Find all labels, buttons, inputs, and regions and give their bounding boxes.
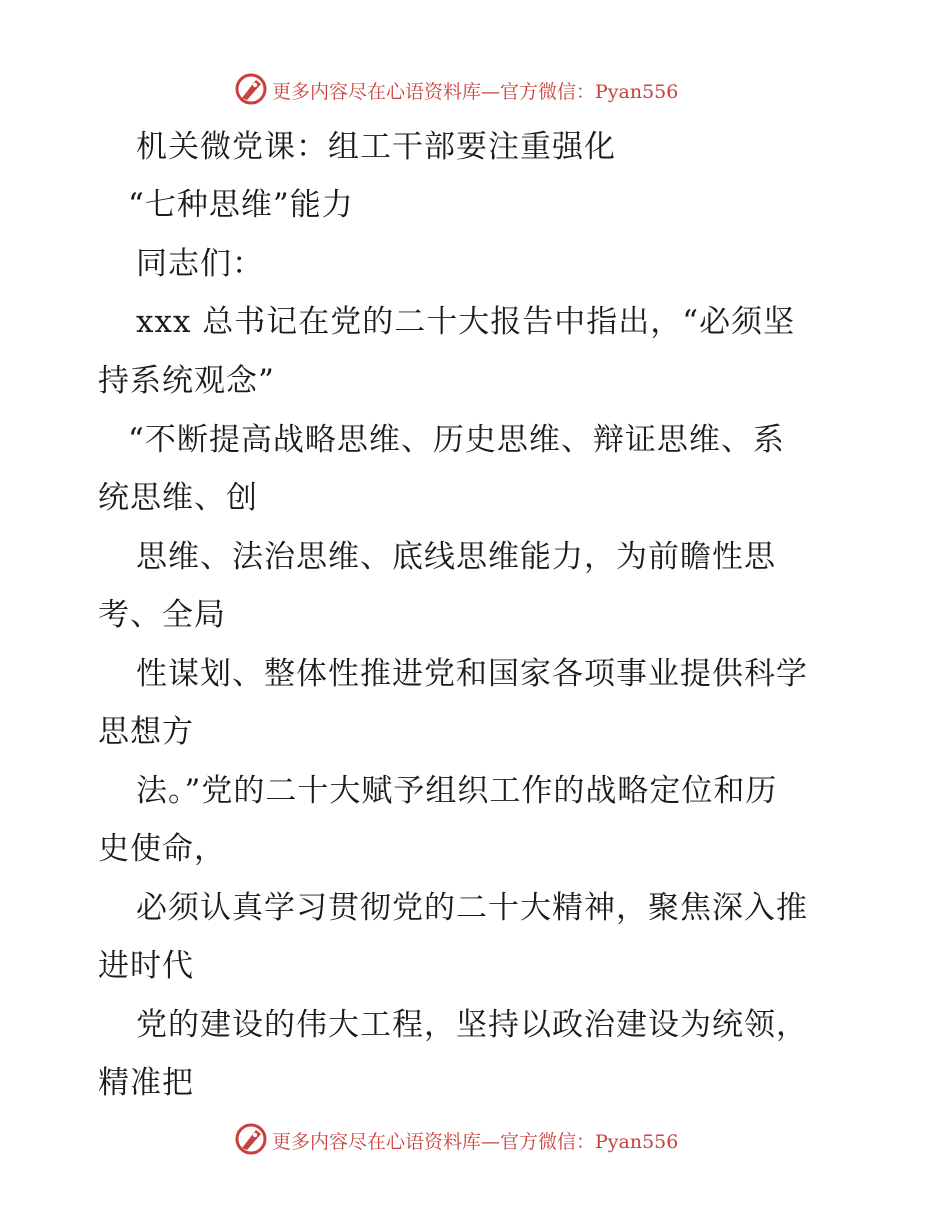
salutation: 同志们：	[136, 246, 264, 282]
body-line-5: 思维、法治思维、底线思维能力，为前瞻性思	[136, 539, 776, 575]
banner-text: 更多内容尽在心语资料库—官方微信：Pyan556	[272, 1131, 679, 1153]
body-line-12: 进时代	[98, 948, 194, 984]
title-line-2: “七种思维”能力	[128, 187, 354, 223]
body-line-9: 法。”党的二十大赋予组织工作的战略定位和历	[136, 773, 778, 809]
body-line-6: 考、全局	[98, 597, 226, 633]
body-line-7: 性谋划、整体性推进党和国家各项事业提供科学	[136, 656, 808, 692]
body-line-2: 持系统观念”	[98, 363, 275, 399]
pen-nib-circle-logo-icon	[234, 72, 268, 106]
title-line-1: 机关微党课：组工干部要注重强化	[136, 129, 616, 165]
pen-nib-circle-logo-icon	[234, 1122, 268, 1156]
body-line-8: 思想方	[98, 714, 194, 750]
banner-text: 更多内容尽在心语资料库—官方微信：Pyan556	[272, 81, 679, 103]
body-line-11: 必须认真学习贯彻党的二十大精神，聚焦深入推	[136, 890, 808, 926]
body-line-1: xxx 总书记在党的二十大报告中指出，“必须坚	[136, 304, 796, 340]
body-line-3: “不断提高战略思维、历史思维、辩证思维、系	[128, 422, 785, 458]
body-line-10: 史使命，	[98, 831, 226, 867]
body-line-13: 党的建设的伟大工程，坚持以政治建设为统领，	[136, 1007, 808, 1043]
body-line-4: 统思维、创	[98, 480, 258, 516]
footer-banner	[0, 1120, 950, 1160]
header-banner	[0, 70, 950, 110]
body-line-14: 精准把	[98, 1065, 194, 1101]
